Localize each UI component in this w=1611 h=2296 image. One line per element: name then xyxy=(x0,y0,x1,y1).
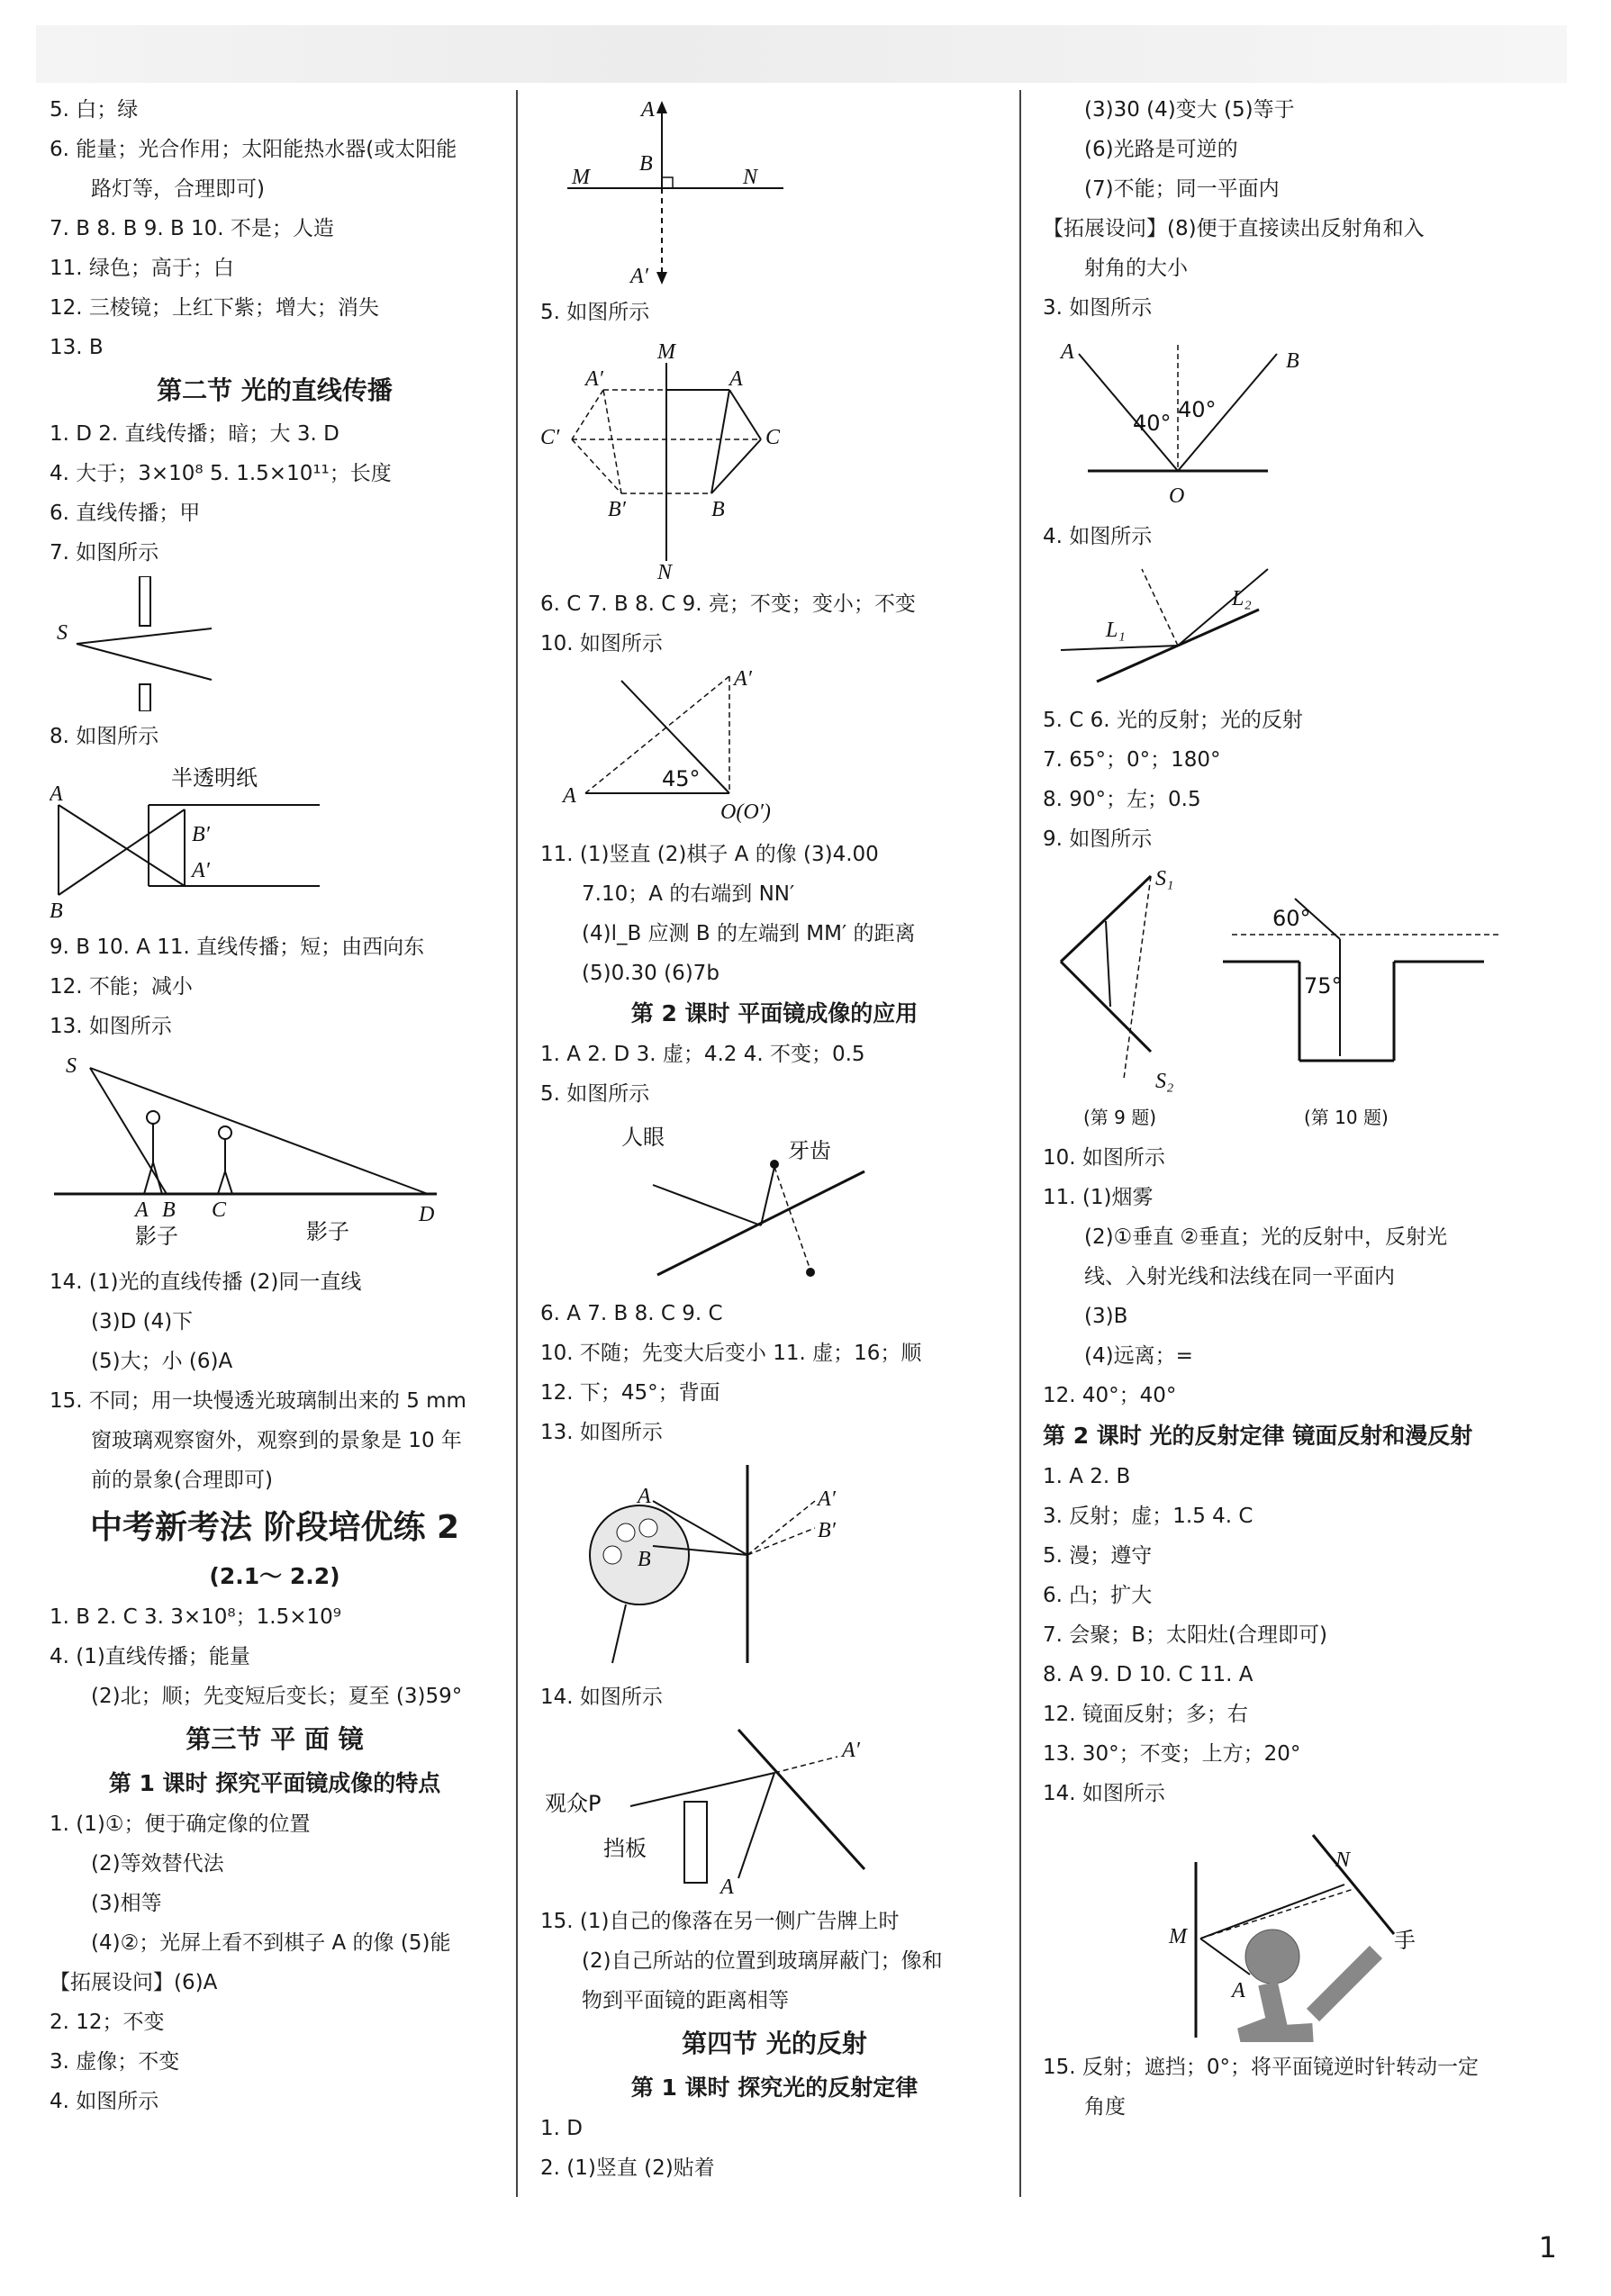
label-C: C xyxy=(212,1198,227,1222)
answer-line: 10. 不随；先变大后变小 11. 虚；16；顺 xyxy=(540,1342,922,1365)
answer-line: 13. 如图所示 xyxy=(540,1421,663,1444)
answer-line: 15. (1)自己的像落在另一侧广告牌上时 xyxy=(540,1910,900,1933)
answer-line: 13. 如图所示 xyxy=(50,1015,172,1038)
answer-line: (7)不能；同一平面内 xyxy=(1084,177,1280,201)
answer-line: 5. 如图所示 xyxy=(540,301,650,324)
lesson-title: 第 1 课时 探究光的反射定律 xyxy=(630,2075,919,2101)
label-Ap: A′ xyxy=(192,859,210,882)
answer-line: 线、入射光线和法线在同一平面内 xyxy=(1084,1265,1395,1288)
figure-q14-hand xyxy=(1043,1817,1421,2042)
label-angle: 40° xyxy=(1178,397,1217,422)
answer-line: 7.10；A 的右端到 NN′ xyxy=(582,882,795,906)
answer-line: 9. 如图所示 xyxy=(1043,827,1153,851)
label-S1: S₁ xyxy=(1155,867,1174,890)
label-shadow: 影子 xyxy=(135,1224,178,1249)
label-B: B xyxy=(50,899,63,922)
answer-line: 8. A 9. D 10. C 11. A xyxy=(1043,1663,1254,1686)
answer-line: 3. 反射；虚；1.5 4. C xyxy=(1043,1505,1254,1528)
answer-line: (5)大；小 (6)A xyxy=(91,1350,233,1373)
label-angle: 40° xyxy=(1133,411,1172,436)
answer-line: 14. 如图所示 xyxy=(540,1686,663,1709)
answer-line: 5. 漫；遵守 xyxy=(1043,1544,1153,1568)
label-N: N xyxy=(743,166,758,189)
label-M: M xyxy=(1169,1925,1187,1948)
label-O: O(O′) xyxy=(720,800,771,824)
answer-line: (4)②；光屏上看不到棋子 A 的像 (5)能 xyxy=(91,1931,451,1955)
label-angle: 60° xyxy=(1272,906,1311,931)
answer-line: 1. A 2. D 3. 虚；4.2 4. 不变；0.5 xyxy=(540,1043,865,1066)
answer-line: 8. 如图所示 xyxy=(50,725,159,748)
column-3 xyxy=(1043,90,1574,2127)
answer-line: 13. B xyxy=(50,336,104,359)
figure-q10 xyxy=(540,667,810,829)
column-divider xyxy=(1019,90,1021,2197)
label-L1: L₁ xyxy=(1106,619,1126,642)
figure-q5 xyxy=(540,336,810,579)
answer-line: (3)30 (4)变大 (5)等于 xyxy=(1084,98,1295,122)
answer-line: 10. 如图所示 xyxy=(1043,1146,1165,1170)
label-shadow: 影子 xyxy=(306,1219,349,1244)
section-title: 第二节 光的直线传播 xyxy=(157,375,393,405)
label-B: B xyxy=(711,498,725,521)
label-A: A xyxy=(563,784,576,808)
label-N: N xyxy=(1335,1849,1351,1872)
answer-line: 4. 如图所示 xyxy=(50,2090,159,2113)
label-Bp: B′ xyxy=(192,823,210,846)
label-M: M xyxy=(657,340,675,364)
label-C: C xyxy=(765,426,781,449)
answer-line: 7. B 8. B 9. B 10. 不是；人造 xyxy=(50,217,334,240)
answer-line: 10. 如图所示 xyxy=(540,632,663,655)
figure-q13-head xyxy=(540,1456,882,1672)
answer-line: 前的景象(合理即可) xyxy=(91,1469,273,1492)
figure-q8 xyxy=(50,760,374,922)
label-B: B xyxy=(162,1198,176,1222)
answer-line: 4. 大于；3×10⁸ 5. 1.5×10¹¹；长度 xyxy=(50,462,392,485)
answer-line: 9. B 10. A 11. 直线传播；短；由西向东 xyxy=(50,936,425,959)
answer-line: 12. 不能；减小 xyxy=(50,975,193,999)
label-angle: 75° xyxy=(1304,973,1343,999)
answer-line: (2)①垂直 ②垂直；光的反射中，反射光 xyxy=(1084,1225,1448,1249)
column-1 xyxy=(50,90,500,2121)
answer-line: (4)l_B 应测 B 的左端到 MM′ 的距离 xyxy=(582,922,916,945)
label-N: N xyxy=(657,561,673,579)
answer-line: 1. D xyxy=(540,2117,583,2140)
label-D: D xyxy=(419,1203,435,1226)
answer-line: (4)远离；= xyxy=(1084,1344,1193,1368)
label-A: A xyxy=(135,1198,149,1222)
answer-line: 6. 能量；光合作用；太阳能热水器(或太阳能 xyxy=(50,138,457,161)
figure-q7 xyxy=(50,576,248,711)
figure-q4-reflect xyxy=(1043,560,1367,695)
label-L2: L₂ xyxy=(1232,587,1252,610)
section-title: 第四节 光的反射 xyxy=(682,2029,867,2058)
figure-q4 xyxy=(540,94,810,287)
label-M: M xyxy=(572,166,590,189)
answer-line: 12. 三棱镜；上红下紫；增大；消失 xyxy=(50,296,379,320)
lesson-title: 第 2 课时 平面镜成像的应用 xyxy=(630,1000,919,1026)
answer-line: 6. C 7. B 8. C 9. 亮；不变；变小；不变 xyxy=(540,592,916,616)
label-audience: 观众P xyxy=(545,1791,602,1816)
section-title: 第三节 平 面 镜 xyxy=(186,1724,364,1754)
answer-line: 4. 如图所示 xyxy=(1043,525,1153,548)
label-Ap: A′ xyxy=(734,667,752,691)
label-A: A xyxy=(1232,1979,1245,2002)
figure-q3 xyxy=(1043,331,1367,511)
label-angle: 45° xyxy=(662,766,701,791)
stage-title: 中考新考法 阶段培优练 2 xyxy=(89,1509,460,1546)
answer-line: 3. 虚像；不变 xyxy=(50,2050,180,2074)
answer-line: 14. 如图所示 xyxy=(1043,1782,1165,1805)
caption: (第 10 题) xyxy=(1304,1107,1389,1128)
answer-line: 6. 直线传播；甲 xyxy=(50,502,201,525)
answer-line: (3)相等 xyxy=(91,1892,162,1915)
label-Ap: A′ xyxy=(585,367,603,391)
answer-line: (6)光路是可逆的 xyxy=(1084,138,1238,161)
label-hand: 手 xyxy=(1394,1928,1416,1953)
answer-line: (5)0.30 (6)7b xyxy=(582,962,720,985)
answer-line: 15. 不同；用一块慢透光玻璃制出来的 5 mm xyxy=(50,1389,466,1413)
answer-line: 3. 如图所示 xyxy=(1043,296,1153,320)
answer-line: (2)等效替代法 xyxy=(91,1852,224,1876)
label-tooth: 牙齿 xyxy=(788,1138,831,1163)
answer-line: 窗玻璃观察窗外，观察到的景象是 10 年 xyxy=(91,1429,462,1452)
label-A: A xyxy=(641,98,655,122)
answer-line: 13. 30°；不变；上方；20° xyxy=(1043,1742,1301,1766)
answer-line: 7. 会聚；B；太阳灶(合理即可) xyxy=(1043,1623,1327,1647)
answer-line: 【拓展设问】(6)A xyxy=(50,1971,218,1994)
answer-line: 8. 90°；左；0.5 xyxy=(1043,788,1201,811)
label-paper: 半透明纸 xyxy=(171,765,258,791)
answer-line: 7. 65°；0°；180° xyxy=(1043,748,1221,772)
answer-line: 6. 凸；扩大 xyxy=(1043,1584,1153,1607)
answer-line: 5. 如图所示 xyxy=(540,1082,650,1106)
stage-range: (2.1～ 2.2) xyxy=(209,1563,340,1589)
label-S: S xyxy=(57,621,68,645)
label-B: B xyxy=(638,1548,651,1571)
answer-line: (2)自己所站的位置到玻璃屏蔽门；像和 xyxy=(582,1949,943,1973)
answer-line: 11. 绿色；高于；白 xyxy=(50,257,234,280)
answer-line: (3)D (4)下 xyxy=(91,1310,194,1333)
answer-line: 【拓展设问】(8)便于直接读出反射角和入 xyxy=(1043,217,1425,240)
answer-line: 14. (1)光的直线传播 (2)同一直线 xyxy=(50,1270,362,1294)
label-B: B xyxy=(1286,349,1299,373)
label-A: A xyxy=(729,367,743,391)
answer-line: 5. C 6. 光的反射；光的反射 xyxy=(1043,709,1303,732)
label-Ap: A′ xyxy=(842,1739,860,1762)
label-Bp: B′ xyxy=(818,1519,836,1542)
answer-line: 15. 反射；遮挡；0°；将平面镜逆时针转动一定 xyxy=(1043,2056,1480,2079)
answer-line: 2. (1)竖直 (2)贴着 xyxy=(540,2156,715,2180)
caption: (第 9 题) xyxy=(1083,1107,1157,1128)
label-A: A xyxy=(50,782,63,806)
answer-line: 12. 镜面反射；多；右 xyxy=(1043,1703,1248,1726)
label-Ap: A′ xyxy=(630,265,648,287)
label-eye: 人眼 xyxy=(621,1125,665,1150)
answer-line: 路灯等，合理即可) xyxy=(91,177,265,201)
answer-line: 角度 xyxy=(1084,2095,1126,2119)
answer-line: 5. 白；绿 xyxy=(50,98,139,122)
page-number: 1 xyxy=(1538,2230,1557,2264)
column-2 xyxy=(540,90,1009,2188)
figure-q13 xyxy=(50,1050,464,1257)
answer-line: 6. A 7. B 8. C 9. C xyxy=(540,1302,723,1325)
figure-q5-mirror xyxy=(540,1117,882,1288)
answer-line: 1. B 2. C 3. 3×10⁸；1.5×10⁹ xyxy=(50,1605,341,1629)
label-A: A xyxy=(1061,340,1074,364)
answer-line: (2)北；顺；先变短后变长；夏至 (3)59° xyxy=(91,1685,463,1708)
label-Cp: C′ xyxy=(540,426,560,449)
lesson-title: 第 2 课时 光的反射定律 镜面反射和漫反射 xyxy=(1043,1423,1473,1449)
lesson-title: 第 1 课时 探究平面镜成像的特点 xyxy=(108,1770,441,1796)
label-Bp: B′ xyxy=(608,498,626,521)
page-header-band xyxy=(36,25,1567,83)
answer-line: 12. 40°；40° xyxy=(1043,1384,1177,1407)
answer-line: 1. A 2. B xyxy=(1043,1465,1131,1488)
label-Ap: A′ xyxy=(818,1487,836,1511)
answer-line: (3)B xyxy=(1084,1305,1128,1328)
answer-line: 11. (1)竖直 (2)棋子 A 的像 (3)4.00 xyxy=(540,843,879,866)
label-S2: S₂ xyxy=(1155,1070,1174,1093)
answer-line: 12. 下；45°；背面 xyxy=(540,1381,720,1405)
answer-line: 射角的大小 xyxy=(1084,257,1188,280)
label-B: B xyxy=(639,152,653,176)
answer-line: 2. 12；不变 xyxy=(50,2011,165,2034)
label-A: A xyxy=(720,1876,734,1896)
label-S: S xyxy=(66,1054,77,1078)
label-A: A xyxy=(638,1485,651,1508)
answer-line: 11. (1)烟雾 xyxy=(1043,1186,1154,1209)
answer-line: 7. 如图所示 xyxy=(50,541,159,565)
answer-line: 1. (1)①；便于确定像的位置 xyxy=(50,1812,311,1836)
figure-q14 xyxy=(540,1721,882,1896)
answer-line: 4. (1)直线传播；能量 xyxy=(50,1645,250,1668)
answer-line: 1. D 2. 直线传播；暗；大 3. D xyxy=(50,422,339,446)
figure-q9-q10 xyxy=(1043,863,1547,1133)
label-board: 挡板 xyxy=(603,1836,647,1861)
label-O: O xyxy=(1169,484,1185,508)
answer-line: 物到平面镜的距离相等 xyxy=(582,1989,789,2012)
column-divider xyxy=(516,90,518,2197)
